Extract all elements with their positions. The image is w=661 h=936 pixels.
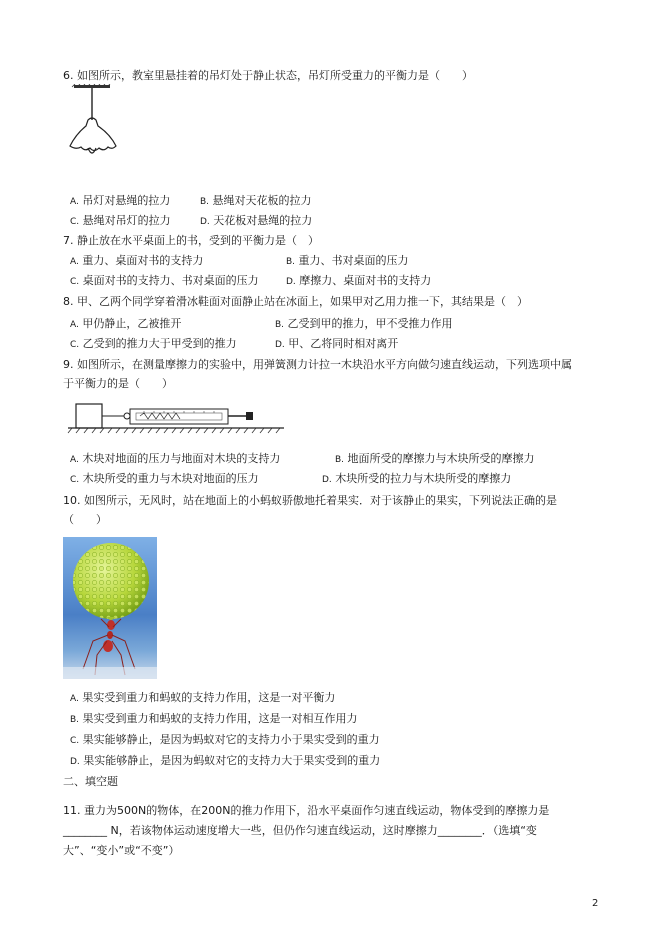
q10-option-d: D. 果实能够静止，是因为蚂蚁对它的支持力大于果实受到的重力 <box>70 754 381 767</box>
q11-line3: 大”、“变小”或“不变”） <box>63 844 180 857</box>
q9-stem-line1: 9. 如图所示，在测量摩擦力的实验中，用弹簧测力计拉一木块沿水平方向做匀速直线运动，下列选项中属 <box>63 358 572 371</box>
pendant-lamp-figure <box>62 84 128 164</box>
q7-option-d: D. 摩擦力、桌面对书的支持力 <box>286 274 432 287</box>
q8-stem: 8. 甲、乙两个同学穿着滑冰鞋面对面静止站在冰面上，如果甲对乙用力推一下，其结果是（ ） <box>63 295 528 308</box>
q7-option-b: B. 重力、书对桌面的压力 <box>286 254 409 267</box>
q8-option-a: A. 甲仍静止，乙被推开 <box>70 317 182 330</box>
friction-experiment-figure <box>66 400 286 442</box>
q9-option-c: C. 木块所受的重力与木块对地面的压力 <box>70 472 259 485</box>
page-number: 2 <box>592 898 599 909</box>
q10-stem-line1: 10. 如图所示，无风时，站在地面上的小蚂蚁骄傲地托着果实．对于该静止的果实，下列说法正确的是 <box>63 494 557 507</box>
ant-fruit-photo <box>63 537 157 679</box>
q8-option-d: D. 甲、乙将同时相对离开 <box>275 337 399 350</box>
q8-option-b: B. 乙受到甲的推力，甲不受推力作用 <box>275 317 453 330</box>
q6-option-a: A. 吊灯对悬绳的拉力 <box>70 194 171 207</box>
q6-stem: 6. 如图所示，教室里悬挂着的吊灯处于静止状态，吊灯所受重力的平衡力是（ ） <box>63 69 473 82</box>
q6-option-d: D. 天花板对悬绳的拉力 <box>200 214 313 227</box>
q10-option-b: B. 果实受到重力和蚂蚁的支持力作用，这是一对相互作用力 <box>70 712 358 725</box>
q11-line1: 11. 重力为500N的物体，在200N的推力作用下，沿水平桌面作匀速直线运动，物体受到的摩擦力是 <box>63 804 550 817</box>
section-title-fill-in: 二、填空题 <box>63 775 118 788</box>
q7-option-c: C. 桌面对书的支持力、书对桌面的压力 <box>70 274 259 287</box>
q6-option-b: B. 悬绳对天花板的拉力 <box>200 194 312 207</box>
q7-option-a: A. 重力、桌面对书的支持力 <box>70 254 204 267</box>
q9-stem-line2: 于平衡力的是（ ） <box>63 377 173 390</box>
q7-stem: 7. 静止放在水平桌面上的书，受到的平衡力是（ ） <box>63 234 319 247</box>
q10-option-a: A. 果实受到重力和蚂蚁的支持力作用，这是一对平衡力 <box>70 691 336 704</box>
q9-option-d: D. 木块所受的拉力与木块所受的摩擦力 <box>322 472 512 485</box>
q10-stem-line2: （ ） <box>63 513 107 526</box>
q8-option-c: C. 乙受到的推力大于甲受到的推力 <box>70 337 237 350</box>
q9-option-a: A. 木块对地面的压力与地面对木块的支持力 <box>70 452 281 465</box>
q9-option-b: B. 地面所受的摩擦力与木块所受的摩擦力 <box>335 452 535 465</box>
q6-option-c: C. 悬绳对吊灯的拉力 <box>70 214 171 227</box>
q11-line2: ________ N，若该物体运动速度增大一些，但仍作匀速直线运动，这时摩擦力________．（选填“变 <box>63 824 537 837</box>
q10-option-c: C. 果实能够静止，是因为蚂蚁对它的支持力小于果实受到的重力 <box>70 733 380 746</box>
